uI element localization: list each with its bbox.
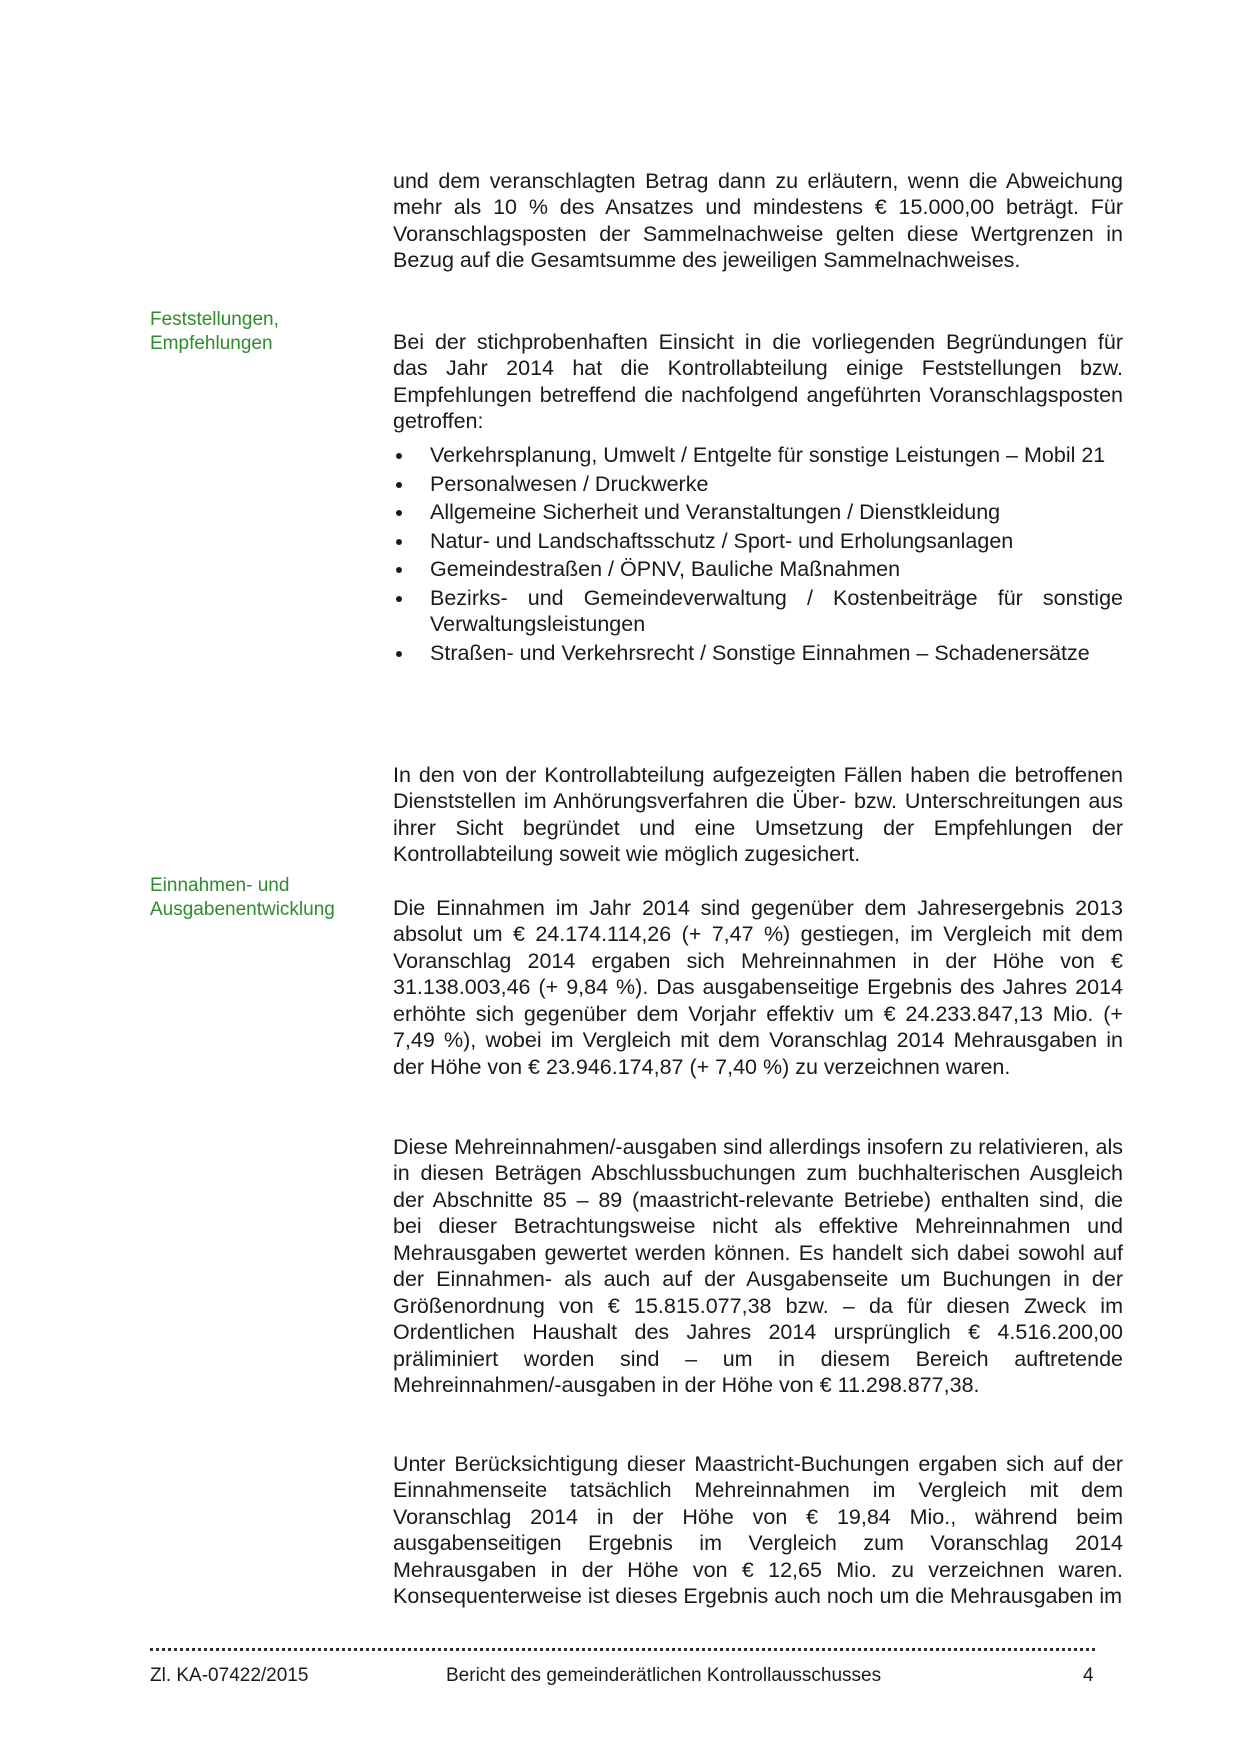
paragraph-sample-inspection: Bei der stichprobenhaften Einsicht in die vorliegenden Begründungen für das Jahr 2014 hat die Kontrollabteilung einige Feststellungen bzw. Empfehlungen betreffend die nachfolgend angeführten Voranschlagsposten getroffen: <box>393 329 1123 433</box>
list-item: Verkehrsplanung, Umwelt / Entgelte für sonstige Leistungen – Mobil 21 <box>393 442 1123 469</box>
list-item: Allgemeine Sicherheit und Veranstaltungen / Dienstkleidung <box>393 499 1123 526</box>
margin-note-line: Einnahmen- und <box>150 875 290 896</box>
margin-note-line: Empfehlungen <box>150 333 273 354</box>
paragraph-relativization: Diese Mehreinnahmen/-ausgaben sind allerdings insofern zu relativieren, als in diesen Beträgen Abschlussbuchungen zum buchhalterischen Ausgleich der Abschnitte 85 – 89 (maastricht-relevante Betriebe) enthalten sind, die bei dieser Betrachtungsweise nicht als effektive Mehreinnahmen und Mehrausgaben gewertet werden können. Es handelt sich dabei sowohl auf der Einnahmen- als auch auf der Ausgabenseite um Buchungen in der Größenordnung von € 15.815.077,38 bzw. – da für diesen Zweck im Ordentlichen Haushalt des Jahres 2014 ursprünglich € 4.516.200,00 präliminiert worden sind – um in diesem Bereich auftretende Mehreinnahmen/-ausgaben in der Höhe von € 11.298.877,38. <box>393 1134 1123 1397</box>
paragraph-maastricht: Unter Berücksichtigung dieser Maastricht-Buchungen ergaben sich auf der Einnahmenseite tatsächlich Mehreinnahmen im Vergleich mit dem Voranschlag 2014 in der Höhe von € 19,84 Mio., während beim ausgabenseitigen Ergebnis im Vergleich zum Voranschlag 2014 Mehrausgaben in der Höhe von € 12,65 Mio. zu verzeichnen waren. Konsequenterweise ist dieses Ergebnis auch noch um die Mehrausgaben im <box>393 1451 1123 1608</box>
footer-divider <box>150 1648 1095 1651</box>
list-item: Personalwesen / Druckwerke <box>393 471 1123 498</box>
list-item: Natur- und Landschaftsschutz / Sport- und Erholungsanlagen <box>393 528 1123 555</box>
margin-note-einnahmen <box>150 874 380 922</box>
bullet-list-budget-items <box>393 442 1123 668</box>
margin-note-line: Ausgabenentwicklung <box>150 899 335 920</box>
paragraph-revenue-development: Die Einnahmen im Jahr 2014 sind gegenüber dem Jahresergebnis 2013 absolut um € 24.174.114,26 (+ 7,47 %) gestiegen, im Vergleich mit dem Voranschlag 2014 ergaben sich Mehreinnahmen in der Höhe von € 31.138.003,46 (+ 9,84 %). Das ausgabenseitige Ergebnis des Jahres 2014 erhöhte sich gegenüber dem Vorjahr effektiv um € 24.233.847,13 Mio. (+ 7,49 %), wobei im Vergleich mit dem Voranschlag 2014 Mehrausgaben in der Höhe von € 23.946.174,87 (+ 7,40 %) zu verzeichnen waren. <box>393 895 1123 1079</box>
paragraph-hearing-procedure: In den von der Kontrollabteilung aufgezeigten Fällen haben die betroffenen Dienststellen im Anhörungsverfahren die Über- bzw. Unterschreitungen aus ihrer Sicht begründet und eine Umsetzung der Empfehlungen der Kontrollabteilung soweit wie möglich zugesichert. <box>393 762 1123 866</box>
list-item: Straßen- und Verkehrsrecht / Sonstige Einnahmen – Schadenersätze <box>393 640 1123 667</box>
list-item: Gemeindestraßen / ÖPNV, Bauliche Maßnahmen <box>393 556 1123 583</box>
footer-reference: Zl. KA-07422/2015 <box>150 1665 309 1686</box>
page-number: 4 <box>1083 1665 1094 1686</box>
margin-note-feststellungen <box>150 308 380 356</box>
list-item: Bezirks- und Gemeindeverwaltung / Kostenbeiträge für sonstige Verwaltungsleistungen <box>393 585 1123 638</box>
margin-note-line: Feststellungen, <box>150 309 279 330</box>
paragraph-explanation-threshold: und dem veranschlagten Betrag dann zu erläutern, wenn die Abweichung mehr als 10 % des Ansatzes und mindestens € 15.000,00 beträgt. Für Voranschlagsposten der Sammelnachweise gelten diese Wertgrenzen in Bezug auf die Gesamtsumme des jeweiligen Sammelnachweises. <box>393 168 1123 272</box>
footer-title: Bericht des gemeinderätlichen Kontrollausschusses <box>446 1665 882 1686</box>
